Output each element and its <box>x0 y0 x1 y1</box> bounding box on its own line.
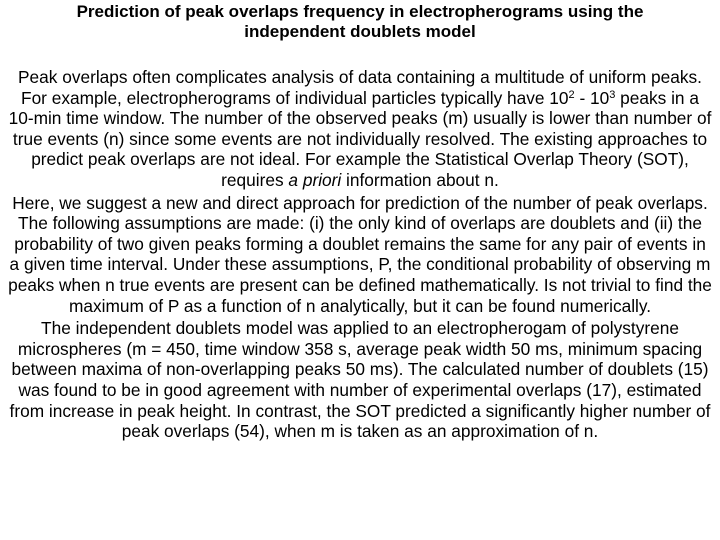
paragraph-intro-text-c: peaks in a 10-min time window. The number of the observed peaks (m) usually is lower than number of true events (n) since some events are not individually resolved. The existing approaches to predict peak overlaps are not ideal. For example the Statistical Overlap Theory (SOT), requires <box>8 87 712 190</box>
exponent-2: 2 <box>568 88 575 101</box>
paragraph-intro-text-a: Peak overlaps often complicates analysis of data containing a multitude of uniform peaks. For example, electropherograms of individual particles typically have 10 <box>18 67 702 108</box>
exponent-3: 3 <box>609 88 616 101</box>
page-title <box>8 0 712 42</box>
italic-a-priori: a priori <box>288 169 342 190</box>
title-line-2: independent doublets model <box>244 22 476 41</box>
paragraph-approach: Here, we suggest a new and direct approach for prediction of the number of peak overlaps. The following assumptions are made: (i) the only kind of overlaps are doublets and (ii) the probability of two given peaks forming a doublet remains the same for any pair of events in a given time interval. Under these assumptions, P, the conditional probability of observing m peaks when n true events are present can be defined mathematically. Is not trivial to find the maximum of P as a function of n analytically, but it can be found numerically. <box>8 192 712 316</box>
paragraph-intro <box>8 67 712 191</box>
paragraph-results: The independent doublets model was applied to an electropherogam of polystyrene microspheres (m = 450, time window 358 s, average peak width 50 ms, minimum spacing between maxima of non-overlapping peaks 50 ms). The calculated number of doublets (15) was found to be in good agreement with number of experimental overlaps (17), estimated from increase in peak height. In contrast, the SOT predicted a significantly higher number of peak overlaps (54), when m is taken as an approximation of n. <box>9 318 711 442</box>
title-line-1: Prediction of peak overlaps frequency in electropherograms using the <box>76 2 644 21</box>
paragraph-intro-text-b: - 10 <box>574 87 610 108</box>
abstract-body <box>8 67 712 442</box>
paragraph-intro-text-d: information about n. <box>341 169 499 190</box>
